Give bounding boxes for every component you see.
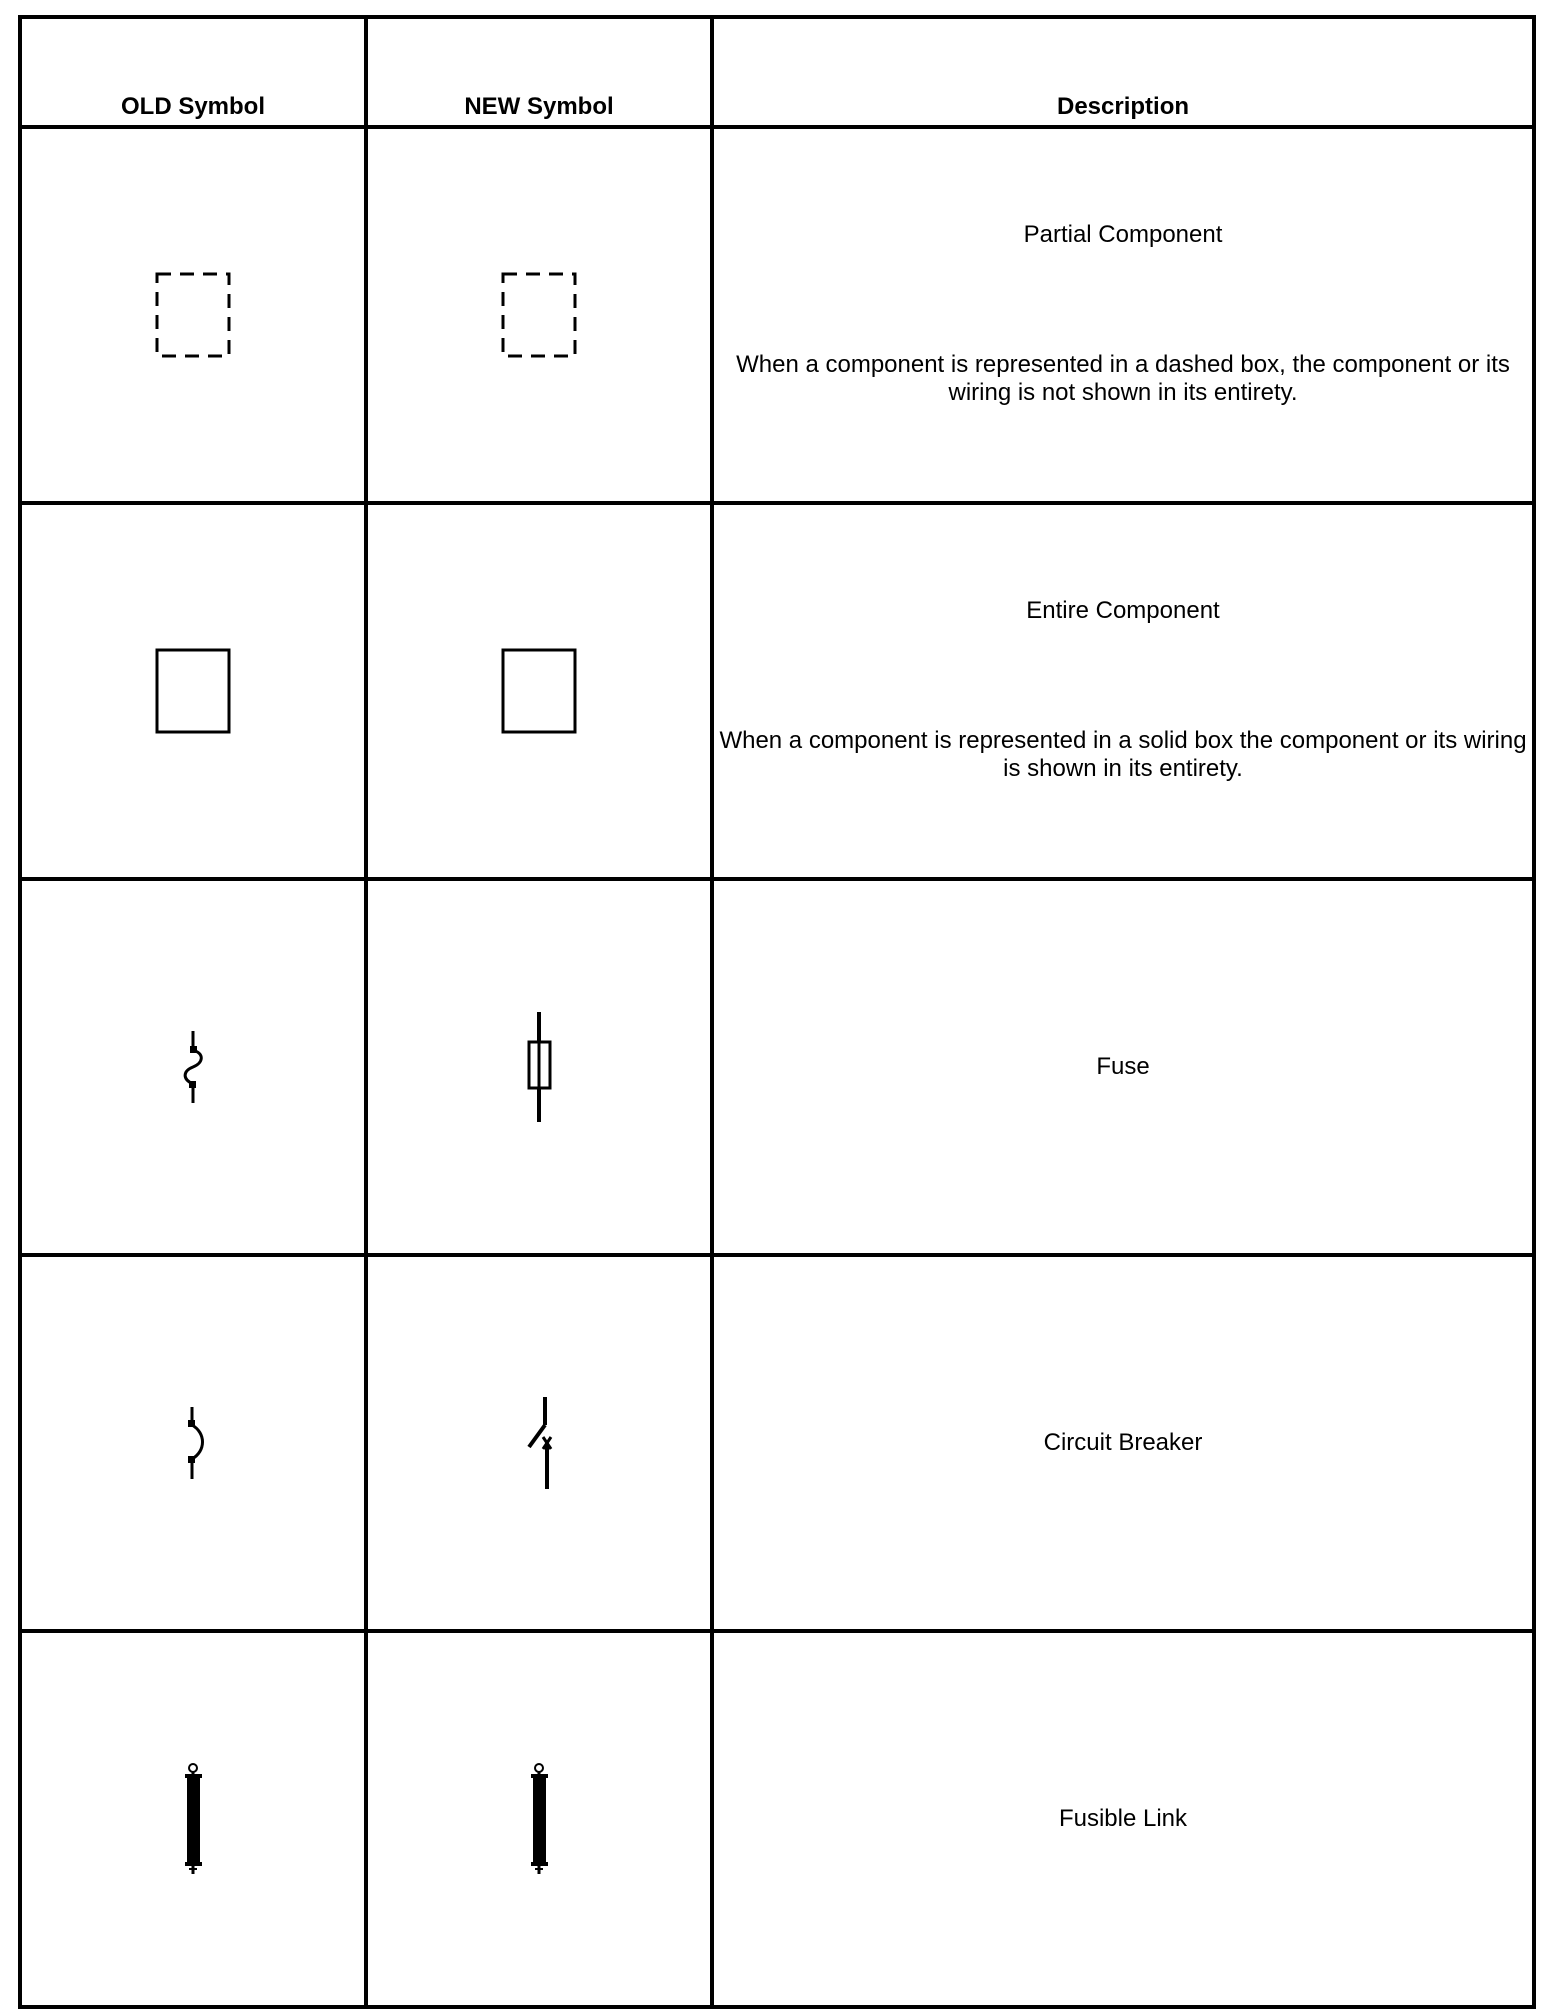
description-note: When a component is represented in a dashed box, the component or its wiring is not shown in its entirety. bbox=[736, 351, 1510, 406]
new-symbol-cell bbox=[366, 1255, 712, 1631]
description-title: Partial Component bbox=[1023, 221, 1223, 248]
description-title: Fusible Link bbox=[1058, 1805, 1188, 1832]
old-symbol-cell bbox=[20, 1255, 366, 1631]
fuse-new-icon bbox=[519, 1010, 559, 1124]
description-title: Circuit Breaker bbox=[1043, 1429, 1203, 1456]
table-row bbox=[20, 1255, 1534, 1631]
header-description: Description bbox=[712, 17, 1534, 127]
header-old-symbol: OLD Symbol bbox=[20, 17, 366, 127]
old-symbol-cell bbox=[20, 879, 366, 1255]
symbol-table bbox=[18, 15, 1536, 2009]
header-new-symbol: NEW Symbol bbox=[366, 17, 712, 127]
solid-box-icon bbox=[499, 646, 579, 736]
table-row bbox=[20, 503, 1534, 879]
new-symbol-cell bbox=[366, 879, 712, 1255]
new-symbol-cell bbox=[366, 503, 712, 879]
solid-box-icon bbox=[153, 646, 233, 736]
dashed-box-icon bbox=[499, 270, 579, 360]
old-symbol-cell bbox=[20, 503, 366, 879]
description-note: When a component is represented in a solid box the component or its wiring is shown in its entirety. bbox=[719, 727, 1527, 782]
description-cell bbox=[712, 1255, 1534, 1631]
description-cell bbox=[712, 1631, 1534, 2007]
old-symbol-cell bbox=[20, 127, 366, 503]
fuse-old-icon bbox=[173, 1029, 213, 1105]
fusible-link-old-icon bbox=[173, 1761, 213, 1877]
description-cell bbox=[712, 127, 1534, 503]
old-symbol-cell bbox=[20, 1631, 366, 2007]
description-cell bbox=[712, 503, 1534, 879]
description-title: Fuse bbox=[1096, 1053, 1150, 1080]
fusible-link-new-icon bbox=[519, 1761, 559, 1877]
circuit-breaker-old-icon bbox=[173, 1405, 213, 1481]
new-symbol-cell bbox=[366, 1631, 712, 2007]
circuit-breaker-new-icon bbox=[517, 1395, 561, 1491]
table-row bbox=[20, 1631, 1534, 2007]
description-cell bbox=[712, 879, 1534, 1255]
table-row bbox=[20, 127, 1534, 503]
new-symbol-cell bbox=[366, 127, 712, 503]
description-title: Entire Component bbox=[1026, 597, 1220, 624]
dashed-box-icon bbox=[153, 270, 233, 360]
table-row bbox=[20, 879, 1534, 1255]
header-row bbox=[20, 17, 1534, 127]
